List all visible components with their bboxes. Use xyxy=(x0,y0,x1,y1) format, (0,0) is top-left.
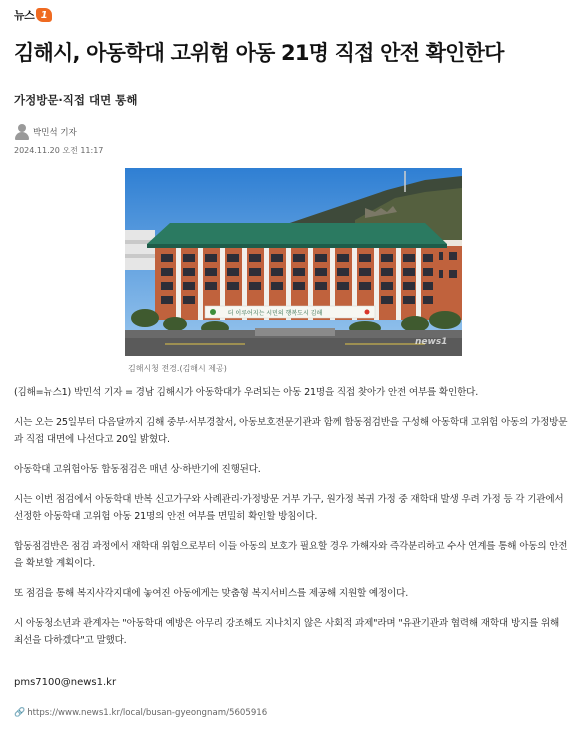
photo-watermark: news1 xyxy=(415,337,448,347)
article-headline: 김해시, 아동학대 고위험 아동 21명 직접 안전 확인한다 xyxy=(14,41,504,65)
article-paragraph: 시 아동청소년과 관계자는 "아동학대 예방은 아무리 강조해도 지나치지 않은 사회적 과제"라며 "유관기관과 협력해 재학대 방지를 위해 최선을 다하겠다"고 말했다. xyxy=(14,618,560,646)
city-hall-photo xyxy=(125,168,462,356)
article-paragraph: 아동학대 고위험아동 합동점검은 매년 상·하반기에 진행된다. xyxy=(14,464,261,475)
source-link[interactable] xyxy=(14,708,267,718)
logo-mark-icon: 1 xyxy=(36,8,52,22)
news1-logo[interactable] xyxy=(14,7,52,23)
byline xyxy=(14,123,77,141)
article-image xyxy=(125,168,462,356)
reporter-email[interactable]: pms7100@news1.kr xyxy=(14,677,117,688)
logo-text: 뉴스 xyxy=(14,9,35,22)
reporter-avatar-icon xyxy=(14,123,30,141)
article-body xyxy=(14,384,570,662)
article-paragraph: (김해=뉴스1) 박민석 기자 = 경남 김해시가 아동학대가 우려되는 아동 21명을 직접 찾아가 안전 여부를 확인한다. xyxy=(14,387,479,398)
article-paragraph: 또 점검을 통해 복지사각지대에 놓여진 아동에게는 맞춤형 복지서비스를 제공해 지원할 예정이다. xyxy=(14,588,409,599)
reporter-name[interactable]: 박민석 기자 xyxy=(33,128,77,138)
article-subheadline: 가정방문·직접 대면 통해 xyxy=(14,93,138,107)
source-url[interactable]: https://www.news1.kr/local/busan-gyeongnam/5605916 xyxy=(27,708,268,718)
image-caption: 김해시청 전경.(김해시 제공) xyxy=(128,364,227,373)
link-icon: 🔗 xyxy=(14,708,26,718)
article-paragraph: 시는 이번 점검에서 아동학대 반복 신고가구와 사례관리·가정방문 거부 가구, 원가정 복귀 가정 중 재학대 발생 우려 가정 등 각 기관에서 선정한 아동학대 고위험 아동 21명의 안전 여부를 면밀히 확인할 방침이다. xyxy=(14,494,564,522)
article-paragraph: 시는 오는 25일부터 다음달까지 김해 중부·서부경찰서, 아동보호전문기관과 함께 합동점검반을 구성해 아동학대 고위험 아동의 가정방문과 직접 대면에 나선다고 20일 밝혔다. xyxy=(14,417,568,445)
publish-datetime: 2024.11.20 오전 11:17 xyxy=(14,146,104,155)
banner-text: 더 이루어지는 시민의 행복도시 김해 xyxy=(227,310,323,317)
article-paragraph: 합동점검반은 점검 과정에서 재학대 위험으로부터 이들 아동의 보호가 필요할 경우 가해자와 즉각분리하고 수사 연계를 통해 아동의 안전을 확보할 계획이다. xyxy=(14,541,568,569)
